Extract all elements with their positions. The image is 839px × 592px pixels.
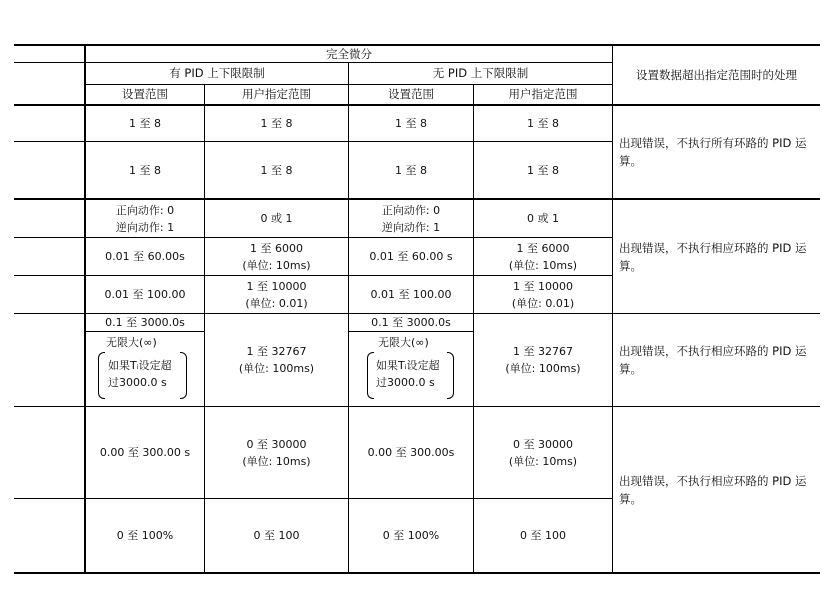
r7-setting-without: 0.00 至 300.00s [367, 446, 455, 459]
r3-user-with: 0 或 1 [260, 212, 293, 225]
r3-setting-with [86, 200, 204, 237]
r6-user-with-unit: (单位: 100ms) [238, 362, 315, 375]
r6-note-bracket-right-2 [447, 352, 454, 399]
r1-setting-with: 1 至 8 [129, 117, 161, 130]
r6-user-with [205, 314, 348, 406]
r2-user-with: 1 至 8 [260, 163, 293, 177]
header-user-range-2: 用户指定范围 [508, 87, 578, 101]
rule-bottom [14, 572, 820, 574]
r6-note-line1: 如果Tᵢ设定超 [108, 359, 172, 372]
r5-setting-with: 0.01 至 100.00 [104, 288, 186, 301]
group4-processing: 出现错误，不执行相应环路的 PID 运算。 [619, 473, 807, 506]
r3-reverse-action: 逆向动作: 1 [115, 220, 175, 234]
rule-r6-top-a [85, 331, 205, 332]
r8-setting-with: 0 至 100% [116, 529, 174, 542]
r1-setting-without: 1 至 8 [395, 117, 427, 130]
r6-infinite-without: 无限大(∞) [378, 336, 429, 349]
r5-user-with-range: 1 至 10000 [246, 279, 307, 293]
header-user-range-1: 用户指定范围 [242, 87, 311, 101]
r5-user-with [205, 276, 348, 313]
r3-setting-without [349, 200, 473, 237]
r6-infinite-with: 无限大(∞) [106, 336, 157, 349]
r7-user-without [474, 407, 612, 498]
r7-user-without-range: 0 至 30000 [513, 437, 573, 451]
r3-forward-action-2: 正向动作: 0 [381, 203, 441, 217]
r4-user-without-range: 1 至 6000 [516, 241, 570, 255]
r3-user-without: 0 或 1 [527, 212, 559, 225]
r6-user-with-range: 1 至 32767 [246, 345, 307, 358]
r6-user-without-unit: (单位: 100ms) [505, 362, 581, 375]
r6-note-line1-2: 如果Tᵢ设定超 [376, 359, 440, 372]
r4-user-without-unit: (单位: 10ms) [508, 258, 578, 272]
r8-user-with: 0 至 100 [253, 529, 300, 542]
r7-setting-with: 0.00 至 300.00 s [99, 446, 191, 459]
r3-reverse-action-2: 逆向动作: 1 [381, 220, 441, 234]
r6-note-bracket-left-2 [367, 352, 374, 399]
r6-note-line2-2: 过3000.0 s [376, 376, 435, 389]
header-with-limit: 有 PID 上下限限制 [169, 66, 265, 80]
r6-note-bracket-left [98, 352, 105, 399]
r7-user-with-unit: (单位: 10ms) [242, 454, 311, 468]
r4-setting-with: 0.01 至 60.00s [105, 250, 185, 263]
rule-r6-top-c [348, 331, 474, 332]
r1-user-without: 1 至 8 [527, 117, 559, 130]
r5-user-without-range: 1 至 10000 [513, 279, 573, 293]
r6-note-bracket-right [180, 352, 187, 399]
header-full-diff: 完全微分 [326, 46, 372, 61]
r5-setting-without: 0.01 至 100.00 [370, 288, 452, 301]
r6-user-without-range: 1 至 32767 [513, 345, 573, 358]
group2-processing: 出现错误，不执行相应环路的 PID 运算。 [619, 240, 807, 273]
r8-user-without: 0 至 100 [520, 529, 566, 542]
r7-user-with-range: 0 至 30000 [246, 437, 307, 451]
r2-user-without: 1 至 8 [527, 163, 559, 177]
r8-setting-without: 0 至 100% [382, 529, 440, 542]
r4-user-without [474, 238, 612, 275]
r7-user-with [205, 407, 348, 498]
r6-user-without [474, 314, 612, 406]
r4-user-with-range: 1 至 6000 [249, 241, 303, 255]
group3-processing: 出现错误，不执行相应环路的 PID 运算。 [619, 344, 807, 376]
header-setting-range-1: 设置范围 [122, 87, 168, 101]
r1-user-with: 1 至 8 [260, 117, 293, 130]
r4-user-with-unit: (单位: 10ms) [242, 258, 311, 272]
r4-user-with [205, 238, 348, 275]
header-setting-range-2: 设置范围 [388, 87, 434, 101]
r5-user-without [474, 276, 612, 313]
group1-processing: 出现错误，不执行所有环路的 PID 运算。 [619, 136, 807, 168]
r7-user-without-unit: (单位: 10ms) [508, 454, 578, 468]
r3-forward-action: 正向动作: 0 [115, 203, 175, 217]
r2-setting-without: 1 至 8 [395, 163, 427, 177]
r6-note-line2: 过3000.0 s [108, 376, 167, 389]
r2-setting-with: 1 至 8 [129, 163, 161, 177]
r6-setting-without-top: 0.1 至 3000.0s [371, 316, 451, 329]
r6-setting-with-top: 0.1 至 3000.0s [105, 316, 185, 329]
r4-setting-without: 0.01 至 60.00 s [369, 250, 453, 263]
header-out-of-range: 设置数据超出指定范围时的处理 [636, 67, 797, 82]
r5-user-with-unit: (单位: 0.01) [245, 296, 308, 310]
header-without-limit: 无 PID 上下限限制 [432, 66, 529, 80]
r5-user-without-unit: (单位: 0.01) [511, 296, 575, 310]
